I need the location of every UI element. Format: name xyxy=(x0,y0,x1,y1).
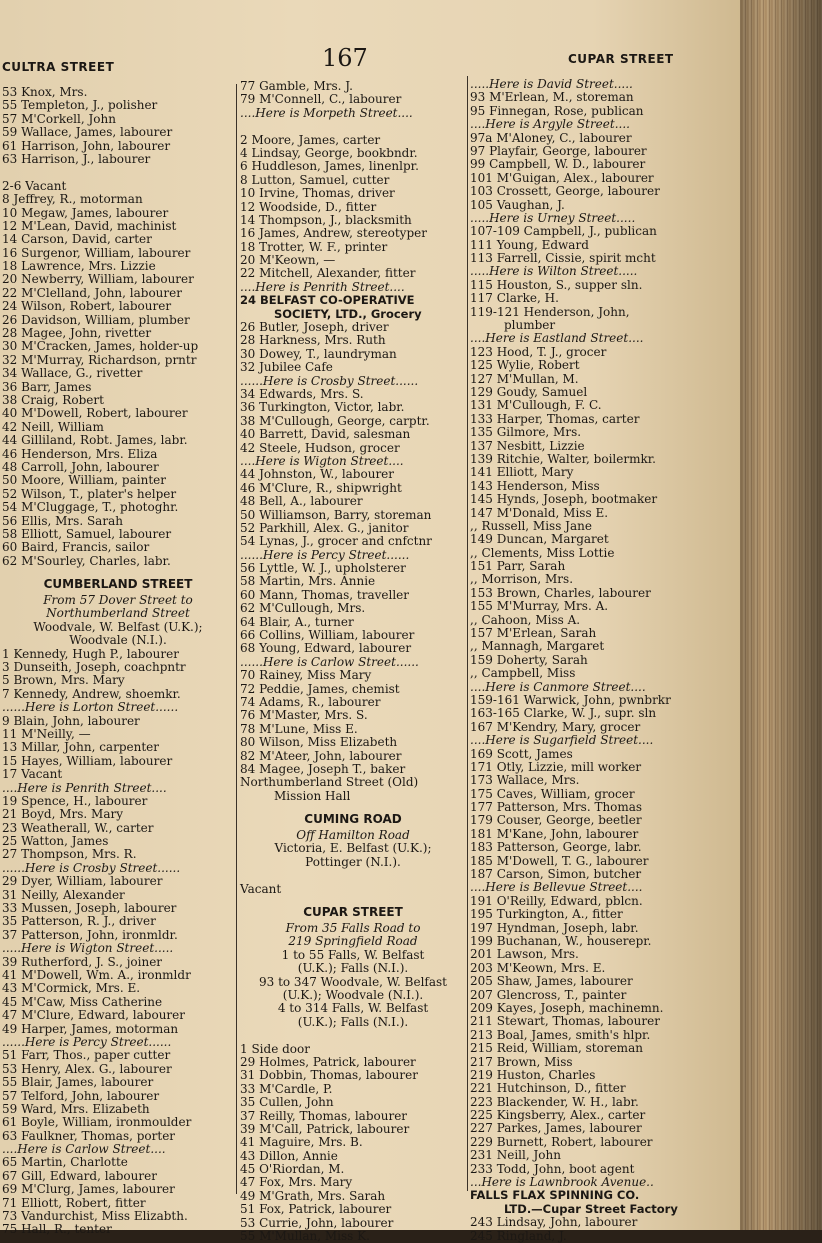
list-item: 11 M'Neilly, — xyxy=(2,726,91,741)
list-item: 78 M'Lune, Miss E. xyxy=(240,721,358,736)
list-item: 103 Crossett, George, labourer xyxy=(470,184,660,199)
cupar-street-entries xyxy=(240,1043,466,1243)
list-item: 30 Dowey, T., laundryman xyxy=(240,346,397,361)
cross-street-marker: ....Here is Wigton Street.... xyxy=(240,453,404,468)
list-item: 175 Caves, William, grocer xyxy=(470,786,635,801)
list-item: 1 Kennedy, Hugh P., labourer xyxy=(2,646,179,661)
list-item: 36 Turkington, Victor, labr. xyxy=(240,400,405,415)
cross-street-marker: ....Here is Penrith Street.... xyxy=(240,279,405,294)
list-item: 129 Goudy, Samuel xyxy=(470,384,588,399)
list-item: 73 Vandurchist, Miss Elizabth. xyxy=(2,1209,188,1224)
list-item: 49 Harper, James, motorman xyxy=(2,1021,179,1036)
right-running-head: CUPAR STREET xyxy=(568,52,674,66)
list-item: 115 Houston, S., supper sln. xyxy=(470,277,643,292)
list-item: 39 M'Call, Patrick, labourer xyxy=(240,1121,410,1136)
list-item: 46 M'Clure, R., shipwright xyxy=(240,480,402,495)
list-item: 143 Henderson, Miss xyxy=(470,478,600,493)
cross-street-marker: ......Here is Percy Street...... xyxy=(240,547,410,562)
list-item: 41 Maguire, Mrs. B. xyxy=(240,1135,363,1150)
street-route: Northumberland Street xyxy=(46,606,190,621)
list-item: 53 Knox, Mrs. xyxy=(2,85,88,99)
list-item: Mission Hall xyxy=(274,788,351,803)
cross-street-marker: .....Here is Urney Street..... xyxy=(470,210,636,225)
list-item: 169 Scott, James xyxy=(470,746,573,761)
list-item: FALLS FLAX SPINNING CO. xyxy=(470,1188,640,1203)
cross-street-marker: ....Here is Eastland Street.... xyxy=(470,331,644,346)
list-item: 26 Butler, Joseph, driver xyxy=(240,320,389,335)
list-item: ,, Clements, Miss Lottie xyxy=(470,545,615,560)
list-item: 67 Gill, Edward, labourer xyxy=(2,1168,157,1183)
list-item: 149 Duncan, Margaret xyxy=(470,532,609,547)
list-item: 33 Mussen, Joseph, labourer xyxy=(2,901,177,916)
list-item: 34 Edwards, Mrs. S. xyxy=(240,386,364,401)
list-item: 163-165 Clarke, W. J., supr. sln xyxy=(470,706,657,721)
street-route: From 57 Dover Street to xyxy=(43,593,193,608)
page-number: 167 xyxy=(322,44,368,72)
list-item: 55 Blair, James, labourer xyxy=(2,1075,154,1090)
ward-info: Woodvale, W. Belfast (U.K.); xyxy=(33,619,203,634)
cross-street-marker: ....Here is Canmore Street.... xyxy=(470,679,646,694)
list-item: 15 Hayes, William, labourer xyxy=(2,753,173,768)
ward-info: (U.K.); Woodvale (N.I.). xyxy=(282,988,424,1002)
list-item: 145 Hynds, Joseph, bootmaker xyxy=(470,492,658,507)
list-item: 82 M'Ateer, John, labourer xyxy=(240,748,402,763)
list-item: 95 Finnegan, Rose, publican xyxy=(470,103,644,118)
cross-street-marker: .....Here is Wigton Street..... xyxy=(2,941,174,956)
list-item: 70 Rainey, Miss Mary xyxy=(240,668,372,683)
list-item: 229 Burnett, Robert, labourer xyxy=(470,1134,653,1149)
column-1 xyxy=(2,86,234,1237)
list-item: 16 James, Andrew, stereotyper xyxy=(240,226,427,241)
list-item: 207 Glencross, T., painter xyxy=(470,987,627,1002)
ward-info: 1 to 55 Falls, W. Belfast xyxy=(281,947,425,962)
cross-street-marker: ......Here is Percy Street...... xyxy=(2,1034,172,1049)
list-item: 69 M'Clurg, James, labourer xyxy=(2,1182,175,1197)
list-item: 74 Adams, R., labourer xyxy=(240,694,381,709)
cross-street-marker: ......Here is Carlow Street...... xyxy=(240,654,419,669)
list-item: 125 Wylie, Robert xyxy=(470,358,580,373)
list-item: 2-6 Vacant xyxy=(2,178,67,193)
list-item: 203 M'Keown, Mrs. E. xyxy=(470,960,606,975)
cumberland-street-entries xyxy=(2,648,234,1237)
cross-street-marker: ......Here is Crosby Street...... xyxy=(2,860,181,875)
list-item: 68 Young, Edward, labourer xyxy=(240,641,412,656)
cross-street-marker: ....Here is Argyle Street.... xyxy=(470,117,630,132)
list-item: 76 M'Master, Mrs. S. xyxy=(240,708,368,723)
list-item: 52 Wilson, T., plater's helper xyxy=(2,486,177,501)
street-heading-cumberland: CUMBERLAND STREET xyxy=(43,577,193,592)
list-item: 75 Hall, R., tenter xyxy=(2,1222,112,1237)
list-item: 233 Todd, John, boot agent xyxy=(470,1161,635,1176)
list-item: 35 Cullen, John xyxy=(240,1095,334,1110)
list-item: 8 Jeffrey, R., motorman xyxy=(2,192,143,207)
cross-street-marker: ....Here is Morpeth Street.... xyxy=(240,105,413,120)
list-item: 185 M'Dowell, T. G., labourer xyxy=(470,853,649,868)
cross-street-marker: ...Here is Lawnbrook Avenue.. xyxy=(470,1175,654,1190)
list-item: 58 Martin, Mrs. Annie xyxy=(240,574,376,589)
list-item: 65 Martin, Charlotte xyxy=(2,1155,128,1170)
list-item: 22 M'Clelland, John, labourer xyxy=(2,285,182,300)
list-item: 49 M'Grath, Mrs. Sarah xyxy=(240,1188,386,1203)
list-item: 199 Buchanan, W., houserepr. xyxy=(470,934,652,948)
list-item: 20 M'Keown, — xyxy=(240,253,336,268)
list-item: ,, Mannagh, Margaret xyxy=(470,639,605,654)
street-heading-cuming: CUMING ROAD xyxy=(304,812,402,827)
list-item: 61 Boyle, William, ironmoulder xyxy=(2,1115,192,1130)
list-item: 35 Patterson, R. J., driver xyxy=(2,914,156,929)
list-item: 30 M'Cracken, James, holder-up xyxy=(2,339,199,354)
list-item: 17 Vacant xyxy=(2,767,63,782)
list-item: 45 M'Caw, Miss Catherine xyxy=(2,994,163,1009)
ward-info: (U.K.); Falls (N.I.). xyxy=(297,1014,409,1029)
list-item: 155 M'Murray, Mrs. A. xyxy=(470,599,609,614)
column-rule xyxy=(467,76,468,1191)
cross-street-marker: .....Here is Wilton Street..... xyxy=(470,264,638,279)
list-item: 187 Carson, Simon, butcher xyxy=(470,867,642,882)
list-item: Northumberland Street (Old) xyxy=(240,775,419,790)
list-item: 18 Trotter, W. F., printer xyxy=(240,239,388,254)
list-item: 57 M'Corkell, John xyxy=(2,111,116,126)
list-item: plumber xyxy=(504,318,556,333)
list-item: 77 Gamble, Mrs. J. xyxy=(240,79,353,93)
list-item: 181 M'Kane, John, labourer xyxy=(470,826,639,841)
street-heading-cupar: CUPAR STREET xyxy=(303,905,403,920)
list-item: 8 Lutton, Samuel, cutter xyxy=(240,172,390,187)
list-item: 93 M'Erlean, M., storeman xyxy=(470,90,634,105)
ward-info: (U.K.); Falls (N.I.). xyxy=(297,961,409,976)
list-item: 159-161 Warwick, John, pwnbrkr xyxy=(470,692,671,707)
list-item: 64 Blair, A., turner xyxy=(240,614,354,629)
list-item: 131 M'Cullough, F. C. xyxy=(470,398,602,413)
list-item: 51 Fox, Patrick, labourer xyxy=(240,1202,392,1217)
list-item: 5 Brown, Mrs. Mary xyxy=(2,673,125,688)
list-item: 14 Thompson, J., blacksmith xyxy=(240,212,412,227)
list-item: 6 Huddleson, James, linenlpr. xyxy=(240,159,419,174)
list-item: 37 Reilly, Thomas, labourer xyxy=(240,1108,408,1123)
list-item: 45 O'Riordan, M. xyxy=(240,1162,345,1177)
list-item: 60 Baird, Francis, sailor xyxy=(2,540,150,555)
ward-info xyxy=(240,949,466,1029)
list-item: 26 Davidson, William, plumber xyxy=(2,312,190,327)
list-item: 50 Moore, William, painter xyxy=(2,473,166,488)
list-item: 209 Kayes, Joseph, machinemn. xyxy=(470,1000,664,1015)
list-item: 111 Young, Edward xyxy=(470,237,589,252)
list-item: 10 Irvine, Thomas, driver xyxy=(240,186,395,201)
list-item: 231 Neill, John xyxy=(470,1148,561,1163)
list-item: 54 Lynas, J., grocer and cnfctnr xyxy=(240,534,432,549)
list-item: 32 M'Murray, Richardson, prntr xyxy=(2,352,197,367)
list-item: 191 O'Reilly, Edward, pblcn. xyxy=(470,893,643,908)
cross-street-marker: ....Here is Bellevue Street.... xyxy=(470,880,643,895)
list-item: 63 Faulkner, Thomas, porter xyxy=(2,1128,176,1143)
list-item: 151 Parr, Sarah xyxy=(470,559,566,574)
list-item: 72 Peddie, James, chemist xyxy=(240,681,400,696)
list-item: 33 M'Cardle, P. xyxy=(240,1081,333,1096)
list-item: 221 Hutchinson, D., fitter xyxy=(470,1081,626,1096)
list-item: 215 Reid, William, storeman xyxy=(470,1041,643,1056)
list-item: 217 Brown, Miss xyxy=(470,1054,573,1069)
list-item: 173 Wallace, Mrs. xyxy=(470,773,580,788)
list-item: 7 Kennedy, Andrew, shoemkr. xyxy=(2,686,181,701)
list-item: LTD.—Cupar Street Factory xyxy=(504,1201,678,1216)
list-item: 133 Harper, Thomas, carter xyxy=(470,411,640,426)
list-item: 62 M'Cullough, Mrs. xyxy=(240,601,366,616)
cross-street-marker: ......Here is Crosby Street...... xyxy=(240,373,419,388)
list-item: 61 Harrison, John, labourer xyxy=(2,138,171,153)
list-item: 183 Patterson, George, labr. xyxy=(470,840,642,855)
list-item: 99 Campbell, W. D., labourer xyxy=(470,157,646,172)
list-item: 12 M'Lean, David, machinist xyxy=(2,218,177,233)
list-item: 41 M'Dowell, Wm. A., ironmldr xyxy=(2,968,191,982)
list-item: 28 Magee, John, rivetter xyxy=(2,326,152,341)
list-item: 51 Farr, Thos., paper cutter xyxy=(2,1048,171,1063)
ward-info: Victoria, E. Belfast (U.K.); xyxy=(274,841,432,856)
list-item: 59 Wallace, James, labourer xyxy=(2,125,173,140)
list-item: 16 Surgenor, William, labourer xyxy=(2,245,191,260)
list-item: 14 Carson, David, carter xyxy=(2,232,152,247)
cultra-street-entries xyxy=(2,86,234,568)
list-item: 56 Ellis, Mrs. Sarah xyxy=(2,513,123,528)
list-item: ,, Morrison, Mrs. xyxy=(470,572,574,587)
list-item: 37 Patterson, John, ironmldr. xyxy=(2,927,178,942)
list-item: 47 Fox, Mrs. Mary xyxy=(240,1175,353,1190)
list-item: 59 Ward, Mrs. Elizabeth xyxy=(2,1101,150,1116)
list-item: 12 Woodside, D., fitter xyxy=(240,199,377,214)
list-item: 227 Parkes, James, labourer xyxy=(470,1121,642,1136)
list-item: 171 Otly, Lizzie, mill worker xyxy=(470,759,642,774)
list-item: 179 Couser, George, beetler xyxy=(470,813,642,828)
list-item: ,, Campbell, Miss xyxy=(470,666,576,681)
list-item: 79 M'Connell, C., labourer xyxy=(240,92,402,107)
list-item: 29 Dyer, William, labourer xyxy=(2,874,163,889)
list-item: 21 Boyd, Mrs. Mary xyxy=(2,807,123,822)
cross-street-marker: ....Here is Carlow Street.... xyxy=(2,1142,166,1157)
column-rule xyxy=(236,84,237,1194)
list-item: 10 Megaw, James, labourer xyxy=(2,205,169,220)
list-item: 40 M'Dowell, Robert, labourer xyxy=(2,406,188,421)
left-running-head: CULTRA STREET xyxy=(2,60,115,74)
list-item: 219 Huston, Charles xyxy=(470,1067,596,1082)
street-route: From 35 Falls Road to xyxy=(285,921,421,936)
cross-street-marker: ....Here is Penrith Street.... xyxy=(2,780,167,795)
list-item: 1 Side door xyxy=(240,1041,310,1056)
list-item: 97 Playfair, George, labourer xyxy=(470,143,647,158)
list-item: 50 Williamson, Barry, storeman xyxy=(240,507,432,522)
list-item: 57 Telford, John, labourer xyxy=(2,1088,160,1103)
ward-info: Pottinger (N.I.). xyxy=(305,854,401,869)
list-item: 48 Carroll, John, labourer xyxy=(2,459,159,474)
list-item: 3 Dunseith, Joseph, coachpntr xyxy=(2,660,186,675)
list-item: Vacant xyxy=(240,881,282,896)
list-item: 29 Holmes, Patrick, labourer xyxy=(240,1054,416,1069)
list-item: 223 Blackender, W. H., labr. xyxy=(470,1094,639,1109)
list-item: 62 M'Sourley, Charles, labr. xyxy=(2,553,171,568)
list-item: 123 Hood, T. J., grocer xyxy=(470,344,607,359)
list-item: SOCIETY, LTD., Grocery xyxy=(274,306,422,321)
list-item: 52 Parkhill, Alex. G., janitor xyxy=(240,520,409,535)
list-item: 58 Elliott, Samuel, labourer xyxy=(2,526,172,541)
list-item: 54 M'Cluggage, T., photoghr. xyxy=(2,500,179,515)
list-item: 31 Dobbin, Thomas, labourer xyxy=(240,1068,418,1083)
cross-street-marker: ......Here is Lorton Street...... xyxy=(2,700,179,715)
list-item: 127 M'Mullan, M. xyxy=(470,371,579,386)
list-item: 141 Elliott, Mary xyxy=(470,465,574,480)
list-item: 38 M'Cullough, George, carptr. xyxy=(240,413,430,428)
list-item: 38 Craig, Robert xyxy=(2,392,104,407)
list-item: 23 Weatherall, W., carter xyxy=(2,820,154,835)
cupar-street-entries-cont xyxy=(470,78,722,1243)
list-item: 139 Ritchie, Walter, boilermkr. xyxy=(470,451,656,466)
list-item: 20 Newberry, William, labourer xyxy=(2,272,194,287)
cross-street-marker: ....Here is Sugarfield Street.... xyxy=(470,733,654,748)
cultra-street-entries-cont xyxy=(240,80,466,803)
list-item: 80 Wilson, Miss Elizabeth xyxy=(240,735,398,750)
list-item: 9 Blain, John, labourer xyxy=(2,713,140,728)
street-route: Off Hamilton Road xyxy=(296,828,410,843)
list-item: 243 Lindsay, John, labourer xyxy=(470,1215,638,1230)
list-item: 32 Jubilee Cafe xyxy=(240,360,333,375)
list-item: 24 Wilson, Robert, labourer xyxy=(2,299,172,314)
book-page-edges xyxy=(740,0,822,1230)
list-item: 205 Shaw, James, labourer xyxy=(470,974,633,989)
list-item: 34 Wallace, G., rivetter xyxy=(2,366,143,381)
list-item: 113 Farrell, Cissie, spirit mcht xyxy=(470,251,656,266)
list-item: 56 Lyttle, W. J., upholsterer xyxy=(240,561,406,576)
list-item: 44 Johnston, W., labourer xyxy=(240,467,395,482)
list-item: 47 M'Clure, Edward, labourer xyxy=(2,1008,185,1023)
column-3 xyxy=(470,78,722,1243)
list-item: 44 Gilliland, Robt. James, labr. xyxy=(2,433,188,448)
list-item: 101 M'Guigan, Alex., labourer xyxy=(470,170,654,185)
list-item: 39 Rutherford, J. S., joiner xyxy=(2,954,163,969)
column-2 xyxy=(240,80,466,1243)
list-item: 147 M'Donald, Miss E. xyxy=(470,505,609,520)
list-item: 36 Barr, James xyxy=(2,379,92,394)
list-item: 24 BELFAST CO-OPERATIVE xyxy=(240,293,415,308)
list-item: 48 Bell, A., labourer xyxy=(240,494,363,509)
list-item: 43 Dillon, Annie xyxy=(240,1148,338,1163)
list-item: 43 M'Cormick, Mrs. E. xyxy=(2,981,141,996)
ward-info: 93 to 347 Woodvale, W. Belfast xyxy=(258,974,447,989)
list-item: 40 Barrett, David, salesman xyxy=(240,427,411,442)
list-item: 135 Gilmore, Mrs. xyxy=(470,425,582,440)
list-item: 55 Templeton, J., polisher xyxy=(2,98,158,113)
list-item: 31 Neilly, Alexander xyxy=(2,887,125,902)
list-item: 13 Millar, John, carpenter xyxy=(2,740,159,755)
ward-info: 4 to 314 Falls, W. Belfast xyxy=(277,1001,429,1016)
list-item: 211 Stewart, Thomas, labourer xyxy=(470,1014,660,1029)
list-item: 46 Henderson, Mrs. Eliza xyxy=(2,446,158,461)
list-item: 157 M'Erlean, Sarah xyxy=(470,626,597,641)
list-item: 119-121 Henderson, John, xyxy=(470,304,630,319)
list-item: 159 Doherty, Sarah xyxy=(470,652,588,667)
list-item: 167 M'Kendry, Mary, grocer xyxy=(470,719,641,734)
list-item: 27 Thompson, Mrs. R. xyxy=(2,847,137,862)
list-item: 117 Clarke, H. xyxy=(470,291,559,306)
list-item: 19 Spence, H., labourer xyxy=(2,793,148,808)
list-item: 63 Harrison, J., labourer xyxy=(2,151,151,166)
list-item: 137 Nesbitt, Lizzie xyxy=(470,438,585,453)
list-item: 177 Patterson, Mrs. Thomas xyxy=(470,800,643,815)
list-item: 22 Mitchell, Alexander, fitter xyxy=(240,266,416,281)
list-item: 53 Currie, John, labourer xyxy=(240,1215,394,1230)
cross-street-marker: .....Here is David Street..... xyxy=(470,77,633,91)
list-item: 42 Steele, Hudson, grocer xyxy=(240,440,400,455)
list-item: 225 Kingsberry, Alex., carter xyxy=(470,1108,646,1123)
list-item: 245 Ringland, J. xyxy=(470,1228,567,1243)
list-item: 71 Elliott, Robert, fitter xyxy=(2,1195,146,1210)
list-item: 105 Vaughan, J. xyxy=(470,197,565,212)
list-item: 18 Lawrence, Mrs. Lizzie xyxy=(2,259,156,274)
list-item: 153 Brown, Charles, labourer xyxy=(470,585,651,600)
list-item: 42 Neill, William xyxy=(2,419,104,434)
list-item: 25 Watton, James xyxy=(2,834,109,849)
list-item: 97a M'Aloney, C., labourer xyxy=(470,130,632,145)
list-item: 55 M'Mullan, Miss K. xyxy=(240,1229,370,1243)
list-item: 66 Collins, William, labourer xyxy=(240,628,415,643)
list-item: ,, Cahoon, Miss A. xyxy=(470,612,581,627)
list-item: ,, Russell, Miss Jane xyxy=(470,518,592,533)
list-item: 197 Hyndman, Joseph, labr. xyxy=(470,920,639,935)
list-item: 195 Turkington, A., fitter xyxy=(470,907,623,922)
list-item: 53 Henry, Alex. G., labourer xyxy=(2,1061,172,1076)
list-item: 28 Harkness, Mrs. Ruth xyxy=(240,333,386,348)
ward-info: Woodvale (N.I.). xyxy=(69,633,167,648)
list-item: 107-109 Campbell, J., publican xyxy=(470,224,657,239)
list-item: 4 Lindsay, George, bookbndr. xyxy=(240,145,418,160)
list-item: 84 Magee, Joseph T., baker xyxy=(240,761,406,776)
street-route: 219 Springfield Road xyxy=(288,934,418,949)
list-item: 2 Moore, James, carter xyxy=(240,132,381,147)
list-item: 201 Lawson, Mrs. xyxy=(470,947,579,962)
list-item: 60 Mann, Thomas, traveller xyxy=(240,587,409,602)
list-item: 213 Boal, James, smith's hlpr. xyxy=(470,1027,651,1042)
